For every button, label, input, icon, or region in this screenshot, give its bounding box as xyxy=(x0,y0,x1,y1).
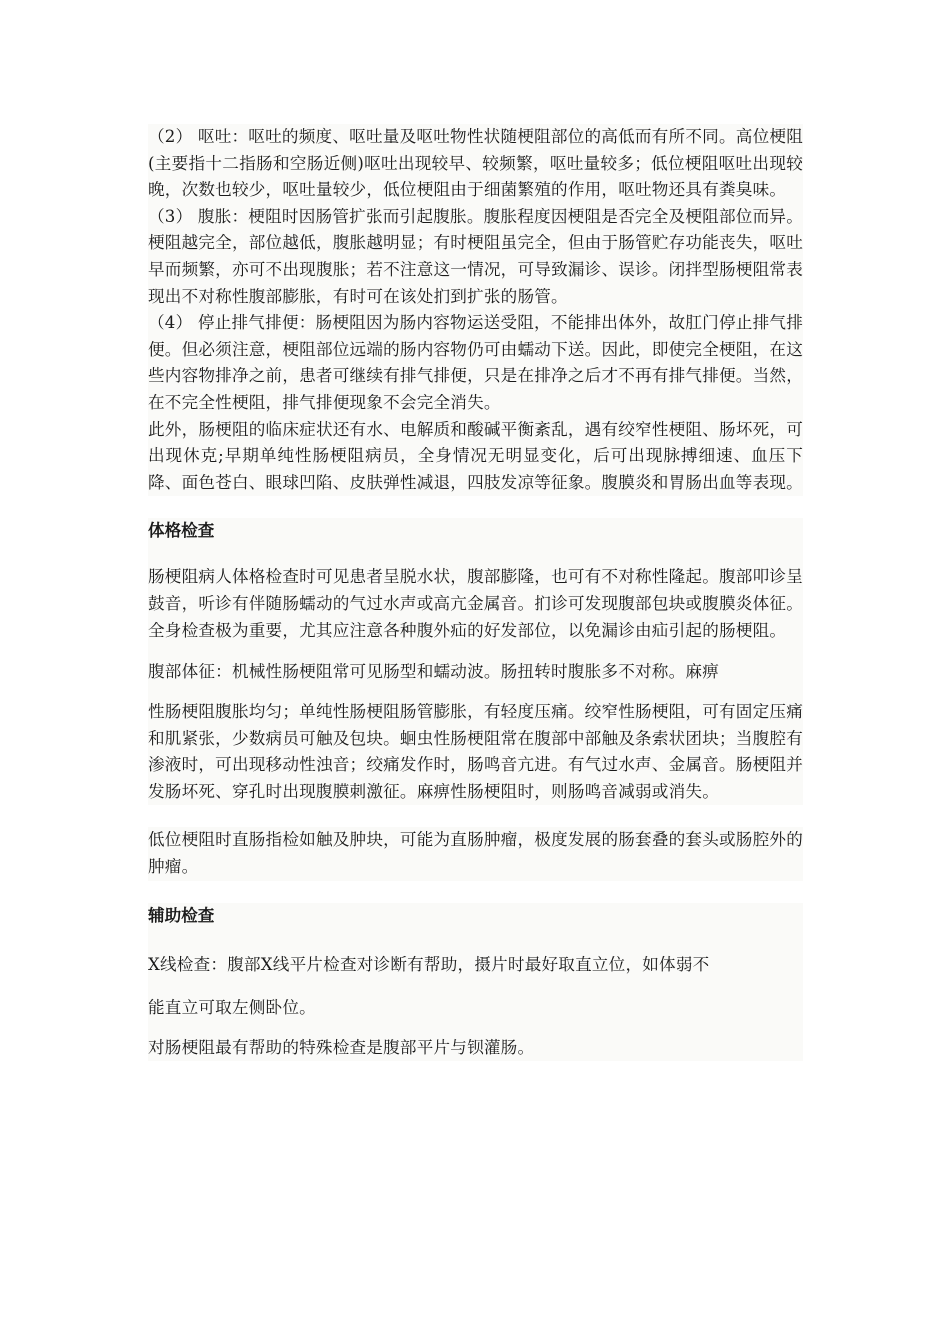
vomiting-paragraph: （2） 呕吐：呕吐的频度、呕吐量及呕吐物性状随梗阻部位的高低而有所不同。高位梗阻(主要指十二指肠和空肠近侧)呕吐出现较早、较频繁，呕吐量较多；低位梗阻呕吐出现较晚，次数也较少，呕吐量较少，低位梗阻由于细菌繁殖的作用，呕吐物还具有粪臭味。 xyxy=(148,127,803,200)
physical-exam-general-paragraph: 肠梗阻病人体格检查时可见患者呈脱水状，腹部膨隆，也可有不对称性隆起。腹部叩诊呈鼓音，听诊有伴随肠蠕动的气过水声或高亢金属音。扪诊可发现腹部包块或腹膜炎体征。全身检查极为重要，尤其应注意各种腹外疝的好发部位，以免漏诊由疝引起的肠梗阻。 xyxy=(148,567,803,640)
auxiliary-exam-section xyxy=(148,903,803,1062)
abdominal-signs-paragraph: 性肠梗阻腹胀均匀；单纯性肠梗阻肠管膨胀，有轻度压痛。绞窄性肠梗阻，可有固定压痛和肌紧张，少数病员可触及包块。蛔虫性肠梗阻常在腹部中部触及条索状团块；当腹腔有渗液时，可出现移动性浊音；绞痛发作时，肠鸣音亢进。有气过水声、金属音。肠梗阻并发肠坏死、穿孔时出现腹膜刺激征。麻痹性肠梗阻时，则肠鸣音减弱或消失。 xyxy=(148,702,803,801)
special-exam-paragraph: 对肠梗阻最有帮助的特殊检查是腹部平片与钡灌肠。 xyxy=(148,1037,535,1057)
other-symptoms-paragraph: 此外，肠梗阻的临床症状还有水、电解质和酸碱平衡紊乱，遇有绞窄性梗阻、肠坏死，可出现休克;早期单纯性肠梗阻病员，全身情况无明显变化，后可出现脉搏细速、血压下降、面色苍白、眼球凹陷、皮肤弹性减退，四肢发凉等征象。腹膜炎和胃肠出血等表现。 xyxy=(148,419,803,492)
rectal-exam-section xyxy=(148,827,803,880)
xray-second-line: 能直立可取左侧卧位。 xyxy=(148,997,316,1017)
no-flatus-paragraph: （4） 停止排气排便：肠梗阻因为肠内容物运送受阻，不能排出体外，故肛门停止排气排便。但必须注意，梗阻部位远端的肠内容物仍可由蠕动下送。因此，即使完全梗阻，在这些内容物排净之前，患者可继续有排气排便，只是在排净之后才不再有排气排便。当然，在不完全性梗阻，排气排便现象不会完全消失。 xyxy=(148,313,803,412)
abdominal-signs-first-line: 腹部体征：机械性肠梗阻常可见肠型和蠕动波。肠扭转时腹胀多不对称。麻痹 xyxy=(148,662,719,682)
document-page xyxy=(148,124,803,1061)
physical-exam-section xyxy=(148,518,803,805)
rectal-exam-paragraph: 低位梗阻时直肠指检如触及肿块，可能为直肠肿瘤，极度发展的肠套叠的套头或肠腔外的肿瘤。 xyxy=(148,830,803,877)
xray-first-line: X线检查：腹部X线平片检查对诊断有帮助，摄片时最好取直立位，如体弱不 xyxy=(148,954,710,974)
symptoms-section xyxy=(148,124,803,496)
physical-exam-heading: 体格检查 xyxy=(148,521,215,541)
distension-paragraph: （3） 腹胀：梗阻时因肠管扩张而引起腹胀。腹胀程度因梗阻是否完全及梗阻部位而异。梗阻越完全，部位越低，腹胀越明显；有时梗阻虽完全，但由于肠管贮存功能丧失，呕吐早而频繁，亦可不出现腹胀；若不注意这一情况，可导致漏诊、误诊。闭拌型肠梗阻常表现出不对称性腹部膨胀，有时可在该处扪到扩张的肠管。 xyxy=(148,206,803,306)
auxiliary-exam-heading: 辅助检查 xyxy=(148,905,215,925)
